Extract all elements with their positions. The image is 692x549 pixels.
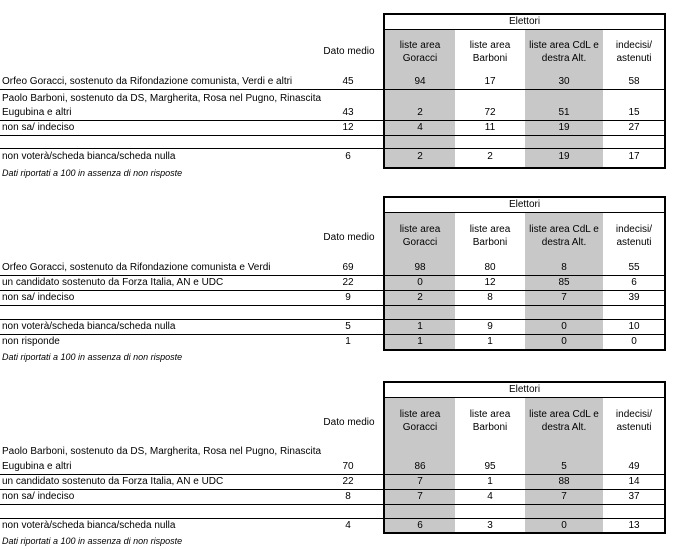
cell: 17 (628, 151, 640, 162)
table-note: Dati riportati a 100 in assenza di non risposte (2, 536, 183, 546)
electors-header: Elettori (508, 199, 541, 210)
col3-header: liste area CdL e destra Alt. (529, 40, 599, 64)
cell: 43 (342, 107, 354, 118)
cell: 17 (484, 76, 496, 87)
cell: 69 (342, 262, 354, 273)
row-label-cont: Eugubina e altri (2, 461, 72, 472)
row-label: non risponde (2, 336, 60, 347)
cell: 2 (417, 107, 423, 118)
col4-header: indecisi/ astenuti (615, 224, 653, 248)
cell: 7 (561, 292, 567, 303)
cell: 98 (414, 262, 426, 273)
cell: 4 (345, 520, 351, 531)
cell: 37 (628, 491, 640, 502)
cell: 11 (484, 122, 496, 133)
cell: 55 (628, 262, 640, 273)
cell: 45 (342, 76, 354, 87)
electors-frame (383, 13, 666, 169)
cell: 2 (487, 151, 493, 162)
cell: 5 (561, 461, 567, 472)
row-label: un candidato sostenuto da Forza Italia, AN e UDC (2, 476, 224, 487)
cell: 19 (558, 122, 570, 133)
cell: 94 (414, 76, 426, 87)
cell: 22 (342, 476, 354, 487)
cell: 12 (484, 277, 496, 288)
table-3 (0, 381, 692, 549)
cell: 4 (487, 491, 493, 502)
dato-medio-header: Dato medio (323, 417, 375, 428)
cell: 27 (628, 122, 640, 133)
col2-header: liste area Barboni (469, 224, 511, 248)
cell: 49 (628, 461, 640, 472)
dato-medio-header: Dato medio (323, 232, 375, 243)
row-label: non sa/ indeciso (2, 491, 75, 502)
cell: 0 (417, 277, 423, 288)
col2-header: liste area Barboni (469, 409, 511, 433)
cell: 19 (558, 151, 570, 162)
col1-header: liste area Goracci (399, 224, 441, 248)
row-label: non voterà/scheda bianca/scheda nulla (2, 520, 176, 531)
cell: 6 (417, 520, 423, 531)
electors-header: Elettori (508, 16, 541, 27)
cell: 85 (558, 277, 570, 288)
cell: 5 (345, 321, 351, 332)
table-note: Dati riportati a 100 in assenza di non risposte (2, 168, 183, 178)
row-label: Paolo Barboni, sostenuto da DS, Margherita, Rosa nel Pugno, Rinascita (2, 446, 322, 457)
col2-header: liste area Barboni (469, 40, 511, 64)
row-label: non sa/ indeciso (2, 292, 75, 303)
row-label: Paolo Barboni, sostenuto da DS, Margherita, Rosa nel Pugno, Rinascita (2, 93, 322, 104)
cell: 51 (558, 107, 570, 118)
cell: 0 (561, 520, 567, 531)
cell: 0 (631, 336, 637, 347)
row-label: non sa/ indeciso (2, 122, 75, 133)
table-2 (0, 196, 692, 366)
cell: 7 (561, 491, 567, 502)
electors-header: Elettori (508, 384, 541, 395)
cell: 8 (561, 262, 567, 273)
cell: 2 (417, 151, 423, 162)
cell: 9 (345, 292, 351, 303)
col1-header: liste area Goracci (399, 409, 441, 433)
cell: 6 (631, 277, 637, 288)
cell: 58 (628, 76, 640, 87)
electors-frame (383, 381, 666, 534)
cell: 1 (487, 336, 493, 347)
cell: 13 (628, 520, 640, 531)
dato-medio-header: Dato medio (323, 46, 375, 57)
cell: 30 (558, 76, 570, 87)
cell: 1 (417, 321, 423, 332)
cell: 95 (484, 461, 496, 472)
cell: 14 (628, 476, 640, 487)
cell: 7 (417, 476, 423, 487)
col3-header: liste area CdL e destra Alt. (529, 409, 599, 433)
cell: 1 (487, 476, 493, 487)
cell: 6 (345, 151, 351, 162)
cell: 9 (487, 321, 493, 332)
cell: 4 (417, 122, 423, 133)
cell: 22 (342, 277, 354, 288)
table-note: Dati riportati a 100 in assenza di non risposte (2, 352, 183, 362)
row-label: non voterà/scheda bianca/scheda nulla (2, 321, 176, 332)
row-label: non voterà/scheda bianca/scheda nulla (2, 151, 176, 162)
cell: 72 (484, 107, 496, 118)
cell: 88 (558, 476, 570, 487)
cell: 7 (417, 491, 423, 502)
col1-header: liste area Goracci (399, 40, 441, 64)
col3-header: liste area CdL e destra Alt. (529, 224, 599, 248)
cell: 0 (561, 321, 567, 332)
cell: 8 (487, 292, 493, 303)
cell: 1 (417, 336, 423, 347)
col4-header: indecisi/ astenuti (615, 40, 653, 64)
cell: 10 (628, 321, 640, 332)
cell: 1 (345, 336, 351, 347)
cell: 80 (484, 262, 496, 273)
cell: 2 (417, 292, 423, 303)
cell: 86 (414, 461, 426, 472)
cell: 70 (342, 461, 354, 472)
row-label: un candidato sostenuto da Forza Italia, AN e UDC (2, 277, 224, 288)
cell: 8 (345, 491, 351, 502)
table-1 (0, 0, 692, 182)
cell: 15 (628, 107, 640, 118)
cell: 0 (561, 336, 567, 347)
cell: 39 (628, 292, 640, 303)
col4-header: indecisi/ astenuti (615, 409, 653, 433)
cell: 3 (487, 520, 493, 531)
row-label: Orfeo Goracci, sostenuto da Rifondazione comunista e Verdi (2, 262, 271, 273)
cell: 12 (342, 122, 354, 133)
row-label: Orfeo Goracci, sostenuto da Rifondazione comunista, Verdi e altri (2, 76, 293, 87)
row-label-cont: Eugubina e altri (2, 107, 72, 118)
